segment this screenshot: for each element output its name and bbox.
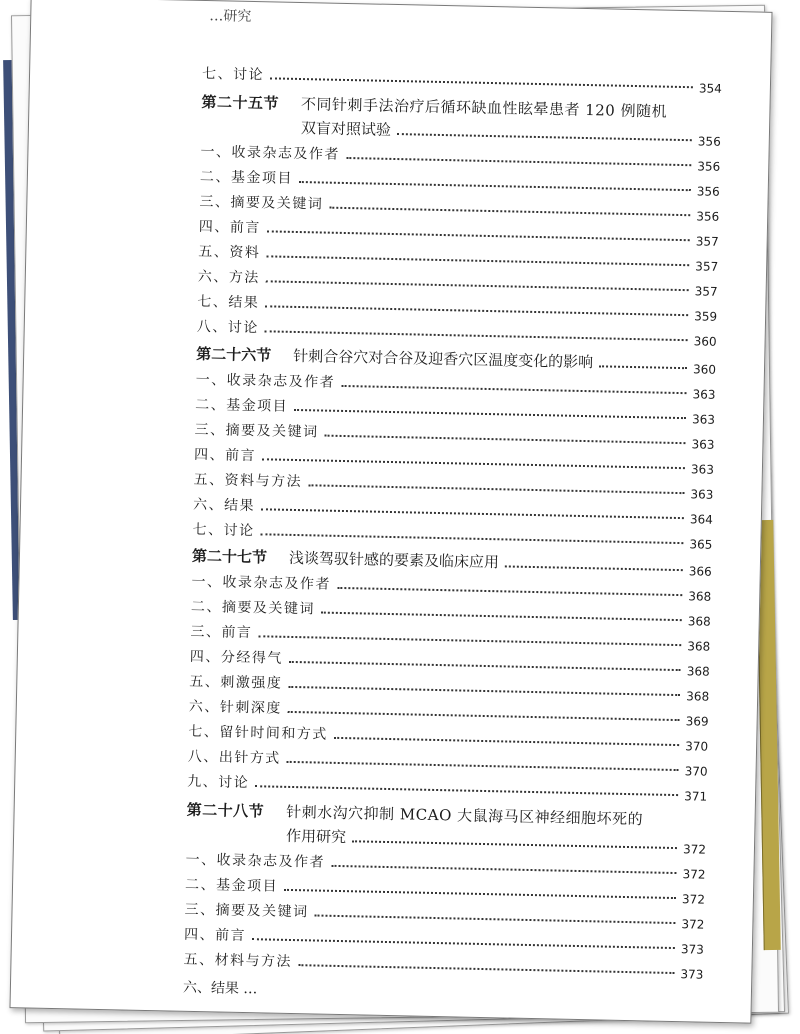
- toc-item-page: 372: [682, 867, 706, 882]
- toc-item-page: 368: [686, 689, 710, 704]
- toc-item-page: 370: [684, 764, 708, 779]
- leader-dots: [346, 157, 692, 166]
- toc-item-label: 六、结果: [192, 496, 256, 515]
- toc-item-page: 368: [687, 614, 711, 629]
- toc-item-label: 三、摘要及关键词: [199, 193, 324, 213]
- toc-item-label: 七、讨论: [201, 65, 265, 84]
- toc-item-label: 八、讨论: [196, 318, 259, 337]
- toc-item[interactable]: [187, 771, 707, 802]
- toc-item-label: 一、收录杂志及作者: [185, 851, 326, 871]
- toc-item-page: 360: [693, 334, 717, 349]
- leader-dots: [284, 889, 676, 899]
- leader-dots: [262, 458, 685, 469]
- toc-item-label: 二、基金项目: [199, 168, 294, 187]
- leader-dots: [329, 207, 690, 217]
- toc-item-label: 二、基金项目: [194, 396, 289, 415]
- toc-item-label: 三、摘要及关键词: [184, 901, 309, 921]
- toc-item-label: 六、方法: [197, 268, 260, 287]
- toc-item-page: 369: [685, 714, 709, 729]
- toc-item-label: 一、收录杂志及作者: [191, 573, 332, 593]
- toc-item-label: 二、基金项目: [184, 876, 279, 895]
- section-heading[interactable]: [201, 91, 667, 122]
- leader-dots: [337, 587, 683, 596]
- toc-item-label: 五、刺激强度: [189, 673, 283, 692]
- toc-page: [9, 0, 772, 1024]
- toc-item[interactable]: [197, 316, 717, 347]
- cut-off-bottom-text: 六、结果 …: [182, 979, 258, 998]
- toc-item-page: 356: [696, 209, 720, 224]
- leader-dots: [341, 385, 687, 394]
- toc-item-label: 四、前言: [198, 218, 262, 237]
- leader-dots: [299, 181, 691, 191]
- toc-item-page: 372: [681, 892, 706, 907]
- leader-dots: [266, 280, 689, 291]
- leader-dots: [267, 230, 690, 241]
- toc-item-page: 372: [681, 917, 705, 932]
- leader-dots: [294, 409, 686, 419]
- leader-dots: [314, 914, 675, 924]
- section-title-line2: 双盲对照试验: [300, 119, 392, 139]
- toc-item-label: 四、前言: [183, 926, 247, 945]
- section-page: 356: [697, 134, 721, 149]
- toc-item-page: 363: [690, 487, 714, 502]
- leader-dots: [288, 686, 680, 696]
- toc-item-label: 八、出针方式: [187, 748, 281, 767]
- leader-dots: [270, 77, 693, 88]
- toc-item-label: 一、收录杂志及作者: [200, 143, 341, 163]
- leader-dots: [289, 661, 681, 671]
- toc-item-page: 373: [680, 942, 705, 957]
- toc-item-label: 五、资料: [198, 243, 261, 262]
- section-title: 针刺合谷穴对合谷及迎香穴区温度变化的影响: [293, 346, 594, 372]
- toc-item-page: 368: [688, 589, 712, 604]
- toc-item-label: 九、讨论: [187, 773, 250, 792]
- toc-item-label: 七、结果: [197, 293, 260, 312]
- leader-dots: [265, 330, 688, 341]
- toc-item-page: 365: [689, 537, 713, 552]
- leader-dots: [352, 840, 677, 849]
- toc-item-label: 七、留针时间和方式: [188, 723, 328, 743]
- leader-dots: [287, 761, 679, 771]
- toc-item-page: 356: [697, 159, 721, 174]
- toc-item-page: 357: [695, 234, 719, 249]
- toc-item-label: 三、摘要及关键词: [194, 421, 319, 441]
- toc-item-page: 359: [694, 309, 718, 324]
- toc-item[interactable]: [183, 949, 703, 980]
- section-number: 第二十五节: [201, 92, 280, 113]
- leader-dots: [255, 785, 678, 796]
- section-title: 针刺水沟穴抑制 MCAO 大鼠海马区神经细胞坏死的: [285, 802, 644, 829]
- section-title-line2: 作用研究: [285, 826, 347, 847]
- toc-item-page: 363: [691, 412, 716, 427]
- section-title: 不同针刺手法治疗后循环缺血性眩晕患者 120 例随机: [300, 95, 668, 121]
- leader-dots: [331, 865, 677, 874]
- toc-item-page: 363: [690, 462, 715, 477]
- leader-dots: [599, 365, 687, 369]
- toc-item-label: 三、前言: [190, 623, 253, 642]
- section-number: 第二十八节: [186, 800, 265, 821]
- toc-item[interactable]: [192, 519, 712, 550]
- section-title: 浅谈驾驭针感的要素及临床应用: [288, 548, 500, 572]
- section-number: 第二十六节: [196, 344, 272, 365]
- toc-item-page: 368: [686, 664, 710, 679]
- section-heading[interactable]: [186, 799, 643, 830]
- toc-item-label: 二、摘要及关键词: [190, 598, 316, 618]
- cut-off-top-text: …研究: [209, 8, 252, 25]
- leader-dots: [334, 737, 680, 746]
- toc-item-label: 五、材料与方法: [183, 951, 293, 971]
- leader-dots: [325, 435, 686, 445]
- toc-item-page: 357: [695, 259, 719, 274]
- toc-item-label: 一、收录杂志及作者: [195, 371, 336, 391]
- toc-item-page: 364: [689, 512, 714, 527]
- toc-item-page: 354: [698, 81, 723, 96]
- section-number: 第二十七节: [191, 546, 268, 567]
- toc-item-page: 363: [691, 437, 715, 452]
- toc-item-page: 373: [680, 967, 704, 982]
- leader-dots: [265, 305, 688, 316]
- toc-item-page: 370: [685, 739, 709, 754]
- leader-dots: [260, 533, 683, 544]
- leader-dots: [266, 255, 689, 266]
- leader-dots: [298, 964, 675, 974]
- leader-dots: [505, 565, 683, 571]
- section-page: 360: [692, 362, 717, 377]
- toc-item-page: 371: [684, 789, 708, 804]
- toc-item-page: 357: [694, 284, 718, 299]
- toc-item-label: 七、讨论: [192, 521, 255, 540]
- toc-item-page: 363: [692, 387, 716, 402]
- leader-dots: [397, 133, 692, 141]
- leader-dots: [252, 938, 675, 949]
- toc-item-page: 356: [696, 184, 720, 199]
- toc-item[interactable]: [202, 63, 722, 94]
- toc-item-label: 五、资料与方法: [193, 471, 303, 491]
- section-heading-cont[interactable]: [286, 825, 706, 855]
- leader-dots: [308, 484, 685, 494]
- toc-item-page: 368: [687, 639, 711, 654]
- toc-item-label: 四、分经得气: [189, 648, 284, 667]
- leader-dots: [258, 635, 681, 646]
- leader-dots: [261, 508, 684, 519]
- toc-item-label: 四、前言: [193, 446, 257, 465]
- section-page: 372: [682, 842, 707, 857]
- leader-dots: [288, 711, 680, 721]
- leader-dots: [321, 612, 682, 622]
- section-page: 366: [688, 564, 712, 579]
- toc-item-label: 六、针刺深度: [188, 698, 282, 717]
